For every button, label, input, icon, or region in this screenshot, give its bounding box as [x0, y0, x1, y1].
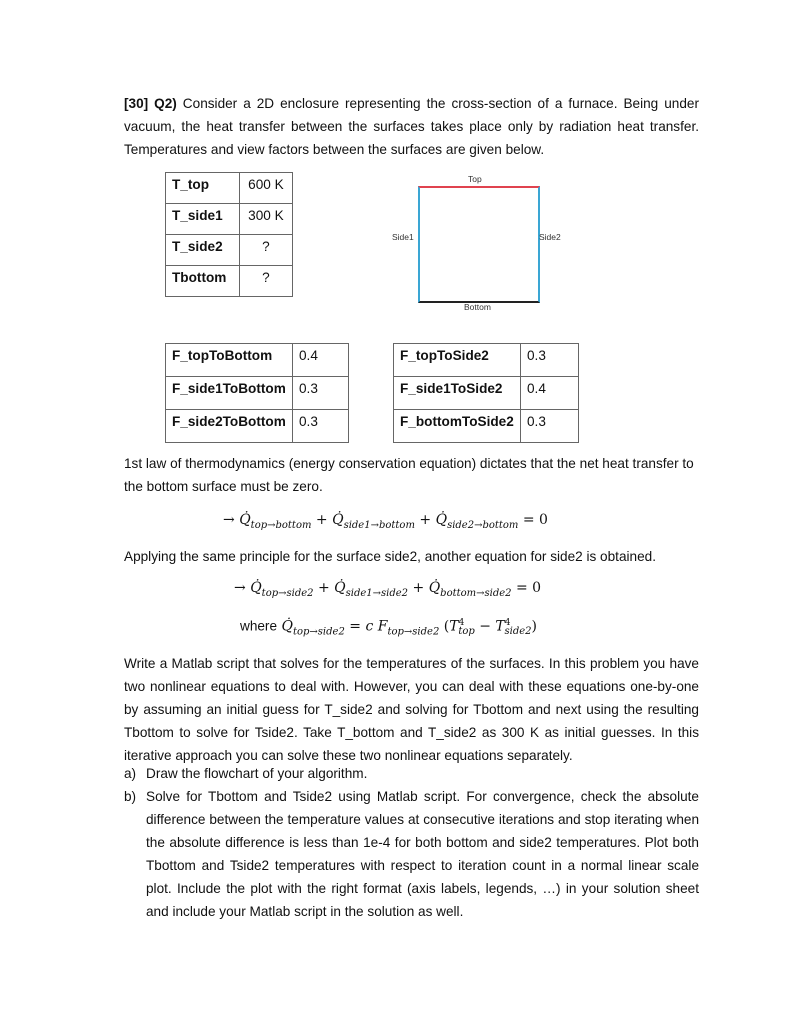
- label-top: Top: [468, 174, 482, 184]
- temp-label: T_side1: [166, 204, 240, 235]
- factor-label: F_side2ToBottom: [166, 410, 293, 443]
- factor-label: F_side1ToBottom: [166, 377, 293, 410]
- arrow-icon: →: [234, 580, 246, 596]
- equation-heat-rate: where $Q̇_{top\to side2} = c$ $F_{top\to side2}$ $(T^4_{top} - T^4_{side2})$: [240, 618, 537, 638]
- temp-value: ?: [239, 266, 292, 297]
- factor-value: 0.3: [521, 344, 579, 377]
- factor-label: F_topToSide2: [394, 344, 521, 377]
- question-marker: [30] Q2): [124, 96, 177, 111]
- factor-label: F_side1ToSide2: [394, 377, 521, 410]
- factor-value: 0.4: [521, 377, 579, 410]
- factor-value: 0.3: [293, 410, 349, 443]
- temp-label: T_side2: [166, 235, 240, 266]
- label-side2: Side2: [539, 232, 561, 242]
- temperature-table: [165, 172, 293, 297]
- temp-value: 600 K: [239, 173, 292, 204]
- factor-value: 0.4: [293, 344, 349, 377]
- temp-value: 300 K: [239, 204, 292, 235]
- factor-label: F_topToBottom: [166, 344, 293, 377]
- label-side1: Side1: [392, 232, 414, 242]
- label-bottom: Bottom: [464, 302, 491, 312]
- temp-value: ?: [239, 235, 292, 266]
- list-item: a) Draw the flowchart of your algorithm.: [124, 766, 368, 781]
- arrow-icon: →: [223, 512, 235, 528]
- factor-value: 0.3: [521, 410, 579, 443]
- temp-label: Tbottom: [166, 266, 240, 297]
- task-paragraph: Write a Matlab script that solves for the temperatures of the surfaces. In this problem you have two nonlinear equations to deal with. However, you can deal with these equations one-by-one by assuming an initial guess for T_side2 and solving for Tbottom and next using the resulting Tbottom to solve for Tside2. Take T_bottom and T_side2 as 300 K as initial guesses. In this iterative approach you can solve these two nonlinear equations separately.: [124, 656, 699, 763]
- list-item: b) Solve for Tbottom and Tside2 using Matlab script. For convergence, check the absolute difference between the temperature values at consecutive iterations and stop iterating when the absolute difference is less than 1e-4 for both bottom and side2 temperatures. Plot both Tbottom and Tside2 temperatures with respect to iteration count in a normal linear scale plot. Include the plot with the right format (axis labels, legends, …) in your solution sheet and include your Matlab script in the solution as well.: [124, 789, 699, 919]
- factor-value: 0.3: [293, 377, 349, 410]
- view-factor-table-right: [393, 343, 579, 443]
- law-paragraph: 1st law of thermodynamics (energy conservation equation) dictates that the net heat transfer to the bottom surface must be zero.: [124, 456, 694, 494]
- view-factor-table-left: [165, 343, 349, 443]
- intro-text: Consider a 2D enclosure representing the cross-section of a furnace. Being under vacuum, the heat transfer between the surfaces takes place only by radiation heat transfer. Temperatures and view factors between the surfaces are given below.: [124, 96, 699, 157]
- applying-paragraph: Applying the same principle for the surface side2, another equation for side2 is obtained.: [124, 549, 656, 564]
- factor-label: F_bottomToSide2: [394, 410, 521, 443]
- intro-paragraph: [124, 92, 699, 161]
- equation-side2-balance: → $Q̇_{top\to side2}$ + $Q̇_{side1\to side2}$ + $Q̇_{bottom\to side2} = 0$: [234, 580, 542, 599]
- equation-bottom-balance: → $Q̇_{top\to bottom}$ + $Q̇_{side1\to bottom}$ + $Q̇_{side2\to bottom} = 0$: [223, 512, 548, 531]
- temp-label: T_top: [166, 173, 240, 204]
- enclosure-box: [418, 186, 540, 303]
